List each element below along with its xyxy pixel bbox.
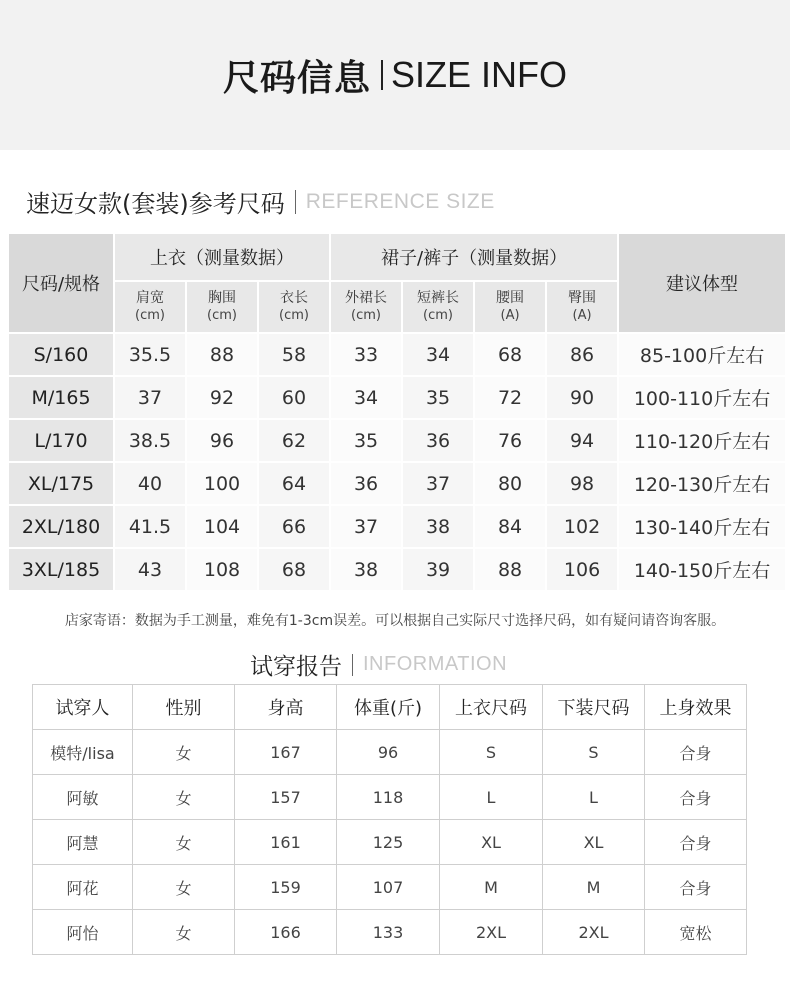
size-label: M/165 <box>9 377 113 418</box>
size-row <box>9 463 785 504</box>
measure-cell: 43 <box>115 549 185 590</box>
measure-cell: 62 <box>259 420 329 461</box>
trial-cell: S <box>543 730 645 775</box>
trial-row <box>33 820 747 865</box>
trial-cell: 宽松 <box>645 910 747 955</box>
trial-column-header: 上衣尺码 <box>440 685 543 730</box>
measure-cell: 98 <box>547 463 617 504</box>
measure-subheader <box>547 282 617 332</box>
size-row <box>9 334 785 375</box>
suggested-weight-cell: 100-110斤左右 <box>619 377 785 418</box>
page-title <box>223 50 567 101</box>
measure-cell: 34 <box>403 334 473 375</box>
measure-cell: 35.5 <box>115 334 185 375</box>
size-row <box>9 506 785 547</box>
suggested-weight-cell: 110-120斤左右 <box>619 420 785 461</box>
measure-cell: 100 <box>187 463 257 504</box>
measure-cell: 80 <box>475 463 545 504</box>
trial-cell: XL <box>440 820 543 865</box>
trial-cell: 167 <box>235 730 337 775</box>
measure-cell: 104 <box>187 506 257 547</box>
measure-cell: 36 <box>403 420 473 461</box>
trial-cell: 合身 <box>645 730 747 775</box>
measure-cell: 38 <box>331 549 401 590</box>
trial-cell: 阿敏 <box>33 775 133 820</box>
measure-cell: 38.5 <box>115 420 185 461</box>
trial-report-table <box>32 684 747 955</box>
measure-cell: 88 <box>475 549 545 590</box>
trial-row <box>33 730 747 775</box>
trial-column-header: 下装尺码 <box>543 685 645 730</box>
measure-cell: 37 <box>403 463 473 504</box>
size-spec-header: 尺码/规格 <box>9 234 113 332</box>
trial-cell: 女 <box>133 775 235 820</box>
suggested-body-header: 建议体型 <box>619 234 785 332</box>
trial-cell: M <box>543 865 645 910</box>
measure-unit: (cm) <box>351 308 382 323</box>
trial-cell: 133 <box>337 910 440 955</box>
size-label: 2XL/180 <box>9 506 113 547</box>
trial-cell: XL <box>543 820 645 865</box>
heading-divider <box>352 654 353 676</box>
measure-name: 短裤长 <box>417 290 460 306</box>
measure-subheader <box>115 282 185 332</box>
measure-cell: 108 <box>187 549 257 590</box>
trial-report-heading <box>250 648 507 681</box>
measure-cell: 86 <box>547 334 617 375</box>
trial-cell: L <box>543 775 645 820</box>
shop-note: 店家寄语：数据为手工测量，难免有1-3cm误差。可以根据自己实际尺寸选择尺码，如有疑问请咨询客服。 <box>64 613 726 629</box>
trial-cell: M <box>440 865 543 910</box>
measure-cell: 68 <box>475 334 545 375</box>
measure-unit: (cm) <box>135 308 165 323</box>
bottom-measure-group-header: 裙子/裤子（测量数据） <box>331 234 617 280</box>
size-row <box>9 420 785 461</box>
trial-cell: 157 <box>235 775 337 820</box>
measure-name: 肩宽 <box>136 290 164 306</box>
measure-cell: 40 <box>115 463 185 504</box>
reference-title-en: REFERENCE SIZE <box>305 189 495 213</box>
measure-cell: 37 <box>115 377 185 418</box>
measure-cell: 76 <box>475 420 545 461</box>
measure-unit: (A) <box>572 308 592 323</box>
suggested-weight-cell: 130-140斤左右 <box>619 506 785 547</box>
trial-row <box>33 910 747 955</box>
measure-unit: (cm) <box>279 308 309 323</box>
measure-cell: 92 <box>187 377 257 418</box>
measure-name: 胸围 <box>208 290 236 306</box>
trial-cell: S <box>440 730 543 775</box>
reference-title-cn: 速迈女款(套装)参考尺码 <box>26 190 285 218</box>
measure-cell: 106 <box>547 549 617 590</box>
trial-cell: 118 <box>337 775 440 820</box>
trial-title-cn: 试穿报告 <box>250 654 342 680</box>
measure-cell: 88 <box>187 334 257 375</box>
measure-cell: 34 <box>331 377 401 418</box>
measure-cell: 39 <box>403 549 473 590</box>
size-row <box>9 549 785 590</box>
measure-cell: 64 <box>259 463 329 504</box>
trial-cell: 阿怡 <box>33 910 133 955</box>
trial-column-header: 试穿人 <box>33 685 133 730</box>
measure-cell: 35 <box>403 377 473 418</box>
trial-cell: 女 <box>133 820 235 865</box>
trial-cell: 107 <box>337 865 440 910</box>
measure-cell: 68 <box>259 549 329 590</box>
trial-column-header: 性别 <box>133 685 235 730</box>
page-title-cn: 尺码信息 <box>222 57 371 99</box>
measure-cell: 33 <box>331 334 401 375</box>
measure-name: 臀围 <box>568 290 597 306</box>
trial-cell: 96 <box>337 730 440 775</box>
trial-cell: 合身 <box>645 865 747 910</box>
measure-cell: 84 <box>475 506 545 547</box>
trial-row <box>33 775 747 820</box>
measure-subheader <box>187 282 257 332</box>
measure-subheader <box>403 282 473 332</box>
trial-cell: 女 <box>133 730 235 775</box>
measure-cell: 90 <box>547 377 617 418</box>
measure-cell: 96 <box>187 420 257 461</box>
trial-cell: 2XL <box>543 910 645 955</box>
trial-cell: 阿慧 <box>33 820 133 865</box>
measure-subheader <box>259 282 329 332</box>
size-label: 3XL/185 <box>9 549 113 590</box>
measure-unit: (cm) <box>423 308 454 323</box>
trial-column-header: 身高 <box>235 685 337 730</box>
trial-cell: 159 <box>235 865 337 910</box>
size-chart-table <box>7 232 787 592</box>
page-title-en: SIZE INFO <box>391 54 568 95</box>
measure-subheader <box>331 282 401 332</box>
header-banner <box>0 0 790 150</box>
trial-cell: 阿花 <box>33 865 133 910</box>
trial-cell: 女 <box>133 910 235 955</box>
suggested-weight-cell: 120-130斤左右 <box>619 463 785 504</box>
size-label: S/160 <box>9 334 113 375</box>
measure-cell: 72 <box>475 377 545 418</box>
measure-name: 外裙长 <box>345 290 388 306</box>
measure-name: 腰围 <box>496 290 525 306</box>
top-measure-group-header: 上衣（测量数据） <box>115 234 329 280</box>
trial-header-row <box>33 685 747 730</box>
trial-cell: 125 <box>337 820 440 865</box>
trial-cell: 合身 <box>645 775 747 820</box>
trial-cell: 合身 <box>645 820 747 865</box>
reference-size-heading <box>26 184 495 219</box>
trial-title-en: INFORMATION <box>363 653 508 675</box>
measure-cell: 35 <box>331 420 401 461</box>
measure-cell: 37 <box>331 506 401 547</box>
measure-name: 衣长 <box>280 290 309 306</box>
trial-row <box>33 865 747 910</box>
trial-cell: L <box>440 775 543 820</box>
trial-column-header: 上身效果 <box>645 685 747 730</box>
size-label: XL/175 <box>9 463 113 504</box>
size-row <box>9 377 785 418</box>
trial-cell: 166 <box>235 910 337 955</box>
measure-cell: 60 <box>259 377 329 418</box>
measure-cell: 41.5 <box>115 506 185 547</box>
size-label: L/170 <box>9 420 113 461</box>
measure-cell: 36 <box>331 463 401 504</box>
measure-cell: 66 <box>259 506 329 547</box>
trial-cell: 模特/lisa <box>33 730 133 775</box>
measure-cell: 58 <box>259 334 329 375</box>
measure-cell: 102 <box>547 506 617 547</box>
suggested-weight-cell: 85-100斤左右 <box>619 334 785 375</box>
heading-divider <box>295 190 296 214</box>
trial-column-header: 体重(斤) <box>337 685 440 730</box>
measure-cell: 94 <box>547 420 617 461</box>
measure-unit: (A) <box>500 308 520 323</box>
trial-cell: 2XL <box>440 910 543 955</box>
measure-subheader <box>475 282 545 332</box>
measure-cell: 38 <box>403 506 473 547</box>
measure-unit: (cm) <box>207 308 237 323</box>
trial-cell: 女 <box>133 865 235 910</box>
title-divider <box>381 60 383 90</box>
trial-cell: 161 <box>235 820 337 865</box>
suggested-weight-cell: 140-150斤左右 <box>619 549 785 590</box>
